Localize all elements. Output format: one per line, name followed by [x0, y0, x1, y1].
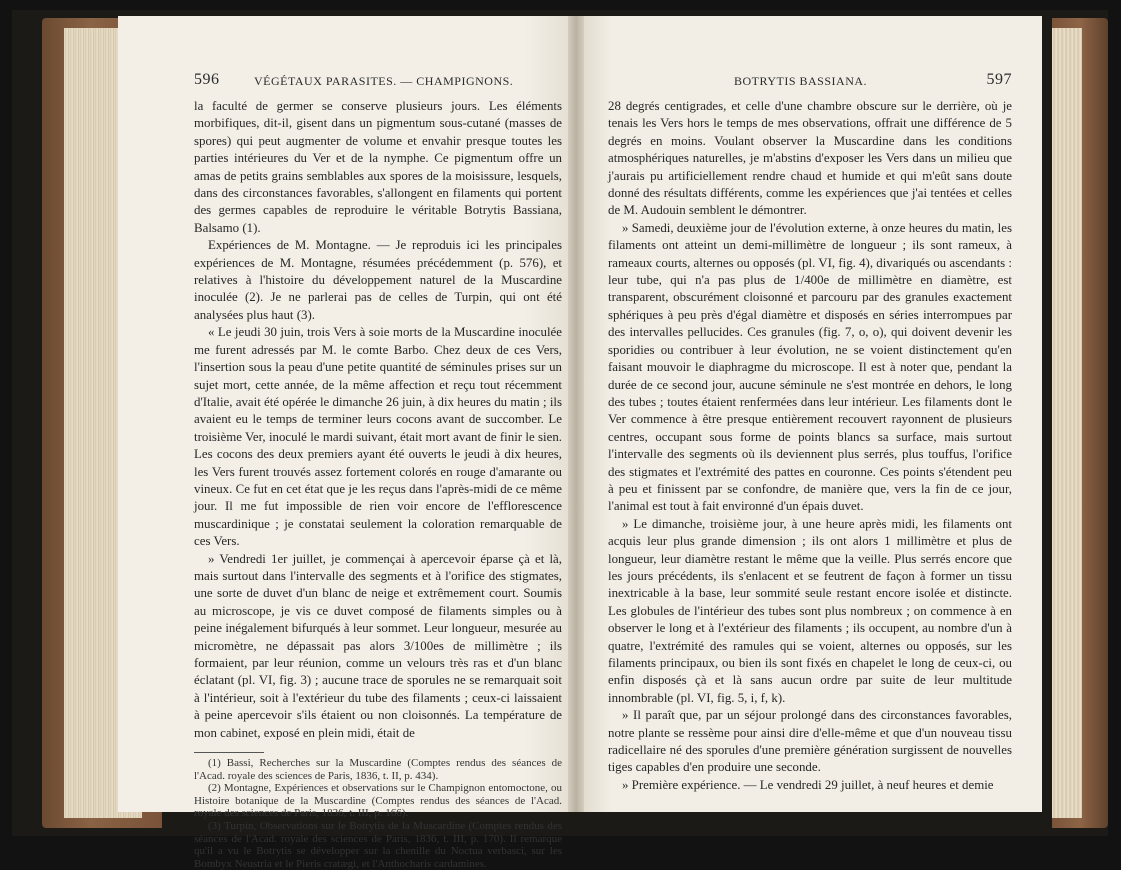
- footnote-separator: [194, 752, 264, 753]
- right-running-title: BOTRYTIS BASSIANA.: [734, 74, 868, 88]
- paragraph: Expériences de M. Montagne. — Je reproduis ici les principales expériences de M. Montagne, résumées précédemment (p. 576), et relatives à l'histoire du développement naturel de la Muscardine inoculée (2). Je ne parlerai pas de celles de Turpin, qui ont été analysées plus haut (3).: [194, 238, 562, 322]
- left-running-header: [194, 71, 562, 92]
- right-body-text: [608, 98, 1012, 794]
- left-page: [118, 16, 580, 870]
- right-running-header: [608, 71, 1012, 92]
- right-page-number: 597: [986, 71, 1012, 88]
- paragraph: « Le jeudi 30 juin, trois Vers à soie morts de la Muscardine inoculée me furent adressés par M. le comte Barbo. Chez deux de ces Vers, l'insertion sous la peau d'une petite quantité de séminules prises sur un sujet mort, cette année, de la même affection et reçu tout récemment d'Italie, avait été opérée le dimanche 26 juin, à dix heures du matin ; ils avaient eu le temps de terminer leurs cocons avant de succomber. Le troisième Ver, inoculé le mardi suivant, était mort avant de finir le sien. Les cocons des deux premiers ayant été ouverts le jeudi à dix heures, les Vers furent trouvés assez fortement colorés en rouge d'amarante ou vineux. Ce fut en cet état que je les reçus dans l'après-midi de ce même jour. Il me fut impossible de rien voir encore de l'efflorescence muscardinique ; je constatai seulement la coloration remarquable de ces Vers.: [194, 325, 562, 549]
- paragraph: » Le dimanche, troisième jour, à une heure après midi, les filaments ont acquis leur plus grande dimension ; ils ont alors 1 millimètre et plus de longueur, leur diamètre restant le même que la veille. Plus serrés encore que les jours précédents, ils s'enlacent et se feutrent de façon à former un tissu inextricable à la base, leur sommité seule restant encore isolée et distincte. Les globules de l'intérieur des tubes sont plus nombreux ; on commence à en observer le long et à l'extérieur des filaments ; ils occupent, au nombre d'un à quatre, l'extrémité des ramules qui se voient, alternes ou opposés, sur les filaments principaux, ou bien ils sont fixés en chapelet le long de ceux-ci, ou enfin disposés çà et là sans aucun ordre par suite de leur multitude innombrable (pl. VI, fig. 5, i, f, k).: [608, 516, 1012, 705]
- footnote: (2) Montagne, Expériences et observations sur le Champignon entomoctone, ou Histoire botanique de la Muscardine (Comptes rendus des séances de l'Acad. royale des sciences de Paris, 1836, t. III, p. 166).: [194, 782, 562, 820]
- paragraph: 28 degrés centigrades, et celle d'une chambre obscure sur le derrière, où je tenais les Vers hors le temps de mes observations, offrait une différence de 5 degrés en moins. Voulant observer la Muscardine dans les conditions atmosphériques naturelles, je m'abstins d'exposer les Vers dans un milieu que j'aurais pu artificiellement rendre chaud et humide et qui m'eût sans doute donné des résultats différents, comme les expériences que j'ai tentées et celles de M. Audouin semblent le démontrer.: [608, 99, 1012, 218]
- left-body-text: [194, 98, 562, 742]
- left-running-title: VÉGÉTAUX PARASITES. — CHAMPIGNONS.: [254, 74, 514, 88]
- book-gutter: [568, 16, 584, 812]
- paragraph: » Il paraît que, par un séjour prolongé dans des circonstances favorables, notre plante se ressème pour ainsi dire d'elle-même et que d'un nouveau tissu radicellaire né des sporules d'une première génération surgissent de nouvelles tiges capables d'en produire une seconde.: [608, 708, 1012, 775]
- footnote: (3) Turpin, Observations sur le Botrytis de la Muscardine (Comptes rendus des séances de l'Acad. royale des sciences de Paris, 1836, t. III, p. 170). Il remarque qu'il a vu le Botrytis se développer sur la chenille du Noctua verbasci, sur les Bombyx Neustria et le Pieris cratægi, et l'Anthocharis cardamines.: [194, 820, 562, 870]
- footnotes: [194, 757, 562, 870]
- left-page-number: 596: [194, 71, 220, 88]
- right-page: [574, 16, 1042, 812]
- paragraph: » Vendredi 1er juillet, je commençai à apercevoir éparse çà et là, mais surtout dans l'intervalle des segments et à l'orifice des stigmates, une sorte de duvet d'un blanc de neige et extrêmement court. Soumis au microscope, je vis ce duvet composé de filaments simples ou à peine inégalement bifurqués à leur sommet. Leur longueur, mesurée au micromètre, ne dépassait pas alors 3/100es de millimètre ; ils formaient, par leur réunion, comme un velours très ras et d'un blanc éclatant (pl. VI, fig. 3) ; aucune trace de sporules ne se remarquait soit à l'intérieur, soit à l'extérieur du tube des filaments ; ceux-ci laissaient à peine apercevoir s'ils étaient ou non cloisonnés. La température de mon cabinet, exposé en plein midi, était de: [194, 551, 562, 740]
- paragraph: » Première expérience. — Le vendredi 29 juillet, à neuf heures et demie: [622, 777, 994, 792]
- page-edges-right: [1052, 28, 1082, 818]
- footnote: (1) Bassi, Recherches sur la Muscardine (Comptes rendus des séances de l'Acad. royale des sciences de Paris, 1836, t. II, p. 434).: [194, 757, 562, 782]
- paragraph: la faculté de germer se conserve plusieurs jours. Les éléments morbifiques, dit-il, gisent dans un pigmentum sous-cutané (masses de spores) qui peut augmenter de volume et envahir presque toutes les parties intérieures du Ver et de la nymphe. Ce pigmentum offre un amas de petits grains semblables aux spores de la moisissure, lesquels, dans des circonstances favorables, s'allongent en filaments qui portent des germes capables de reproduire le véritable Botrytis Bassiana, Balsamo (1).: [194, 99, 562, 235]
- paragraph: » Samedi, deuxième jour de l'évolution externe, à onze heures du matin, les filaments ont atteint un demi-millimètre de longueur ; ils sont rameux, à rameaux courts, alternes ou opposés (pl. VI, fig. 4), divariqués ou ascendants : leur tube, qui n'a pas plus de 1/400e de millimètre en diamètre, est transparent, obscurément cloisonné et parcouru par des granules exactement sphériques à peu près d'égal diamètre et disposés en séries interrompues par des intervalles pellucides. Ces granules (fig. 7, o, o), qui doivent devenir les sporidies ou contribuer à leur évolution, ne se voient distinctement qu'en faisant mouvoir le diaphragme du microscope. Il est à noter que, pendant la durée de ce second jour, aucune séminule ne s'est montrée en dehors, le long des tubes ; toutes étaient renfermées dans leur intérieur. Les filaments dont le Ver commence à être presque entièrement recouvert rayonnent de plusieurs centres, occupant sous forme de points blancs sa surface, mais surtout l'intervalle des segments où ils deviennent plus serrés, plus touffus, l'orifice des stigmates et l'extrémité des pattes en couronne. Ces points s'étendent peu à peu et finissent par se confondre, de manière que, vers la fin de ce jour, l'animal est tout à fait environné d'un épais duvet.: [608, 220, 1012, 514]
